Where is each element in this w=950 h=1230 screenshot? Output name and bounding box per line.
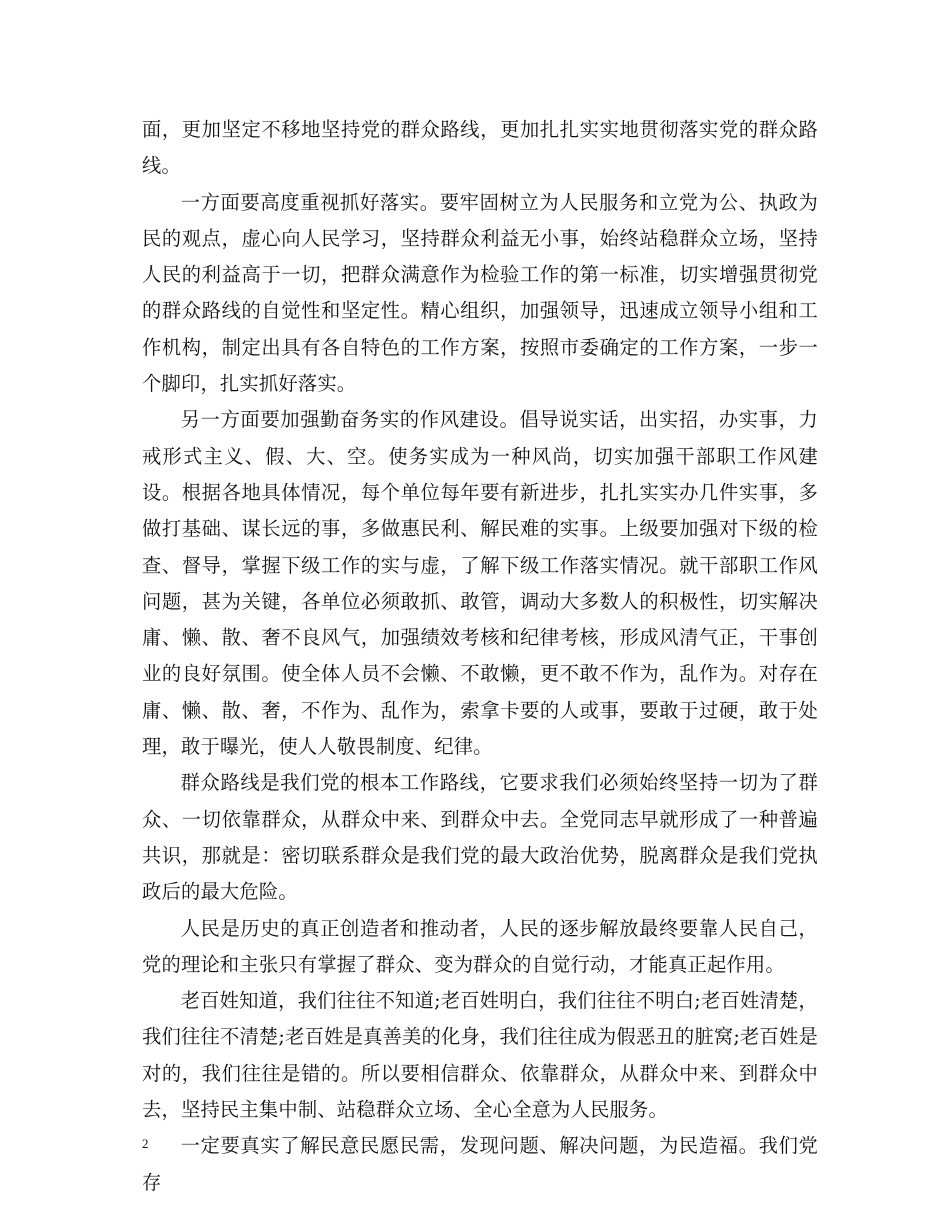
paragraph-common-people: 老百姓知道，我们往往不知道;老百姓明白，我们往往不明白;老百姓清楚，我们往往不清楚;老百姓是真善美的化身，我们往往成为假恶丑的脏窝;老百姓是对的，我们往往是错的。所以要相信群众、依靠群众，从群众中来、到群众中去，坚持民主集中制、站稳群众立场、全心全意为人民服务。 xyxy=(142,989,818,1122)
page-number: 2 xyxy=(142,1136,149,1151)
paragraph-public-will: 一定要真实了解民意民愿民需，发现问题、解决问题，为民造福。我们党存 xyxy=(142,1134,818,1194)
paragraph-mass-line: 群众路线是我们党的根本工作路线，它要求我们必须始终坚持一切为了群众、一切依靠群众，从群众中来、到群众中去。全党同志早就形成了一种普遍共识，那就是：密切联系群众是我们党的最大政治优势，脱离群众是我们党执政后的最大危险。 xyxy=(142,771,818,904)
paragraph-work-style: 另一方面要加强勤奋务实的作风建设。倡导说实话，出实招，办实事，力戒形式主义、假、大、空。使务实成为一种风尚，切实加强干部职工作风建设。根据各地具体情况，每个单位每年要有新进步，扎扎实实办几件实事，多做打基础、谋长远的事，多做惠民利、解民难的实事。上级要加强对下级的检查、督导，掌握下级工作的实与虚，了解下级工作落实情况。就干部职工作风问题，甚为关键，各单位必须敢抓、敢管，调动大多数人的积极性，切实解决庸、懒、散、奢不良风气，加强绩效考核和纪律考核，形成风清气正，干事创业的良好氛围。使全体人员不会懒、不敢懒，更不敢不作为，乱作为。对存在庸、懒、散、奢，不作为、乱作为，索拿卡要的人或事，要敢于过硬，敢于处理，敢于曝光，使人人敬畏制度、纪律。 xyxy=(142,408,818,759)
document-body xyxy=(142,112,818,1201)
paragraph-implementation: 一方面要高度重视抓好落实。要牢固树立为人民服务和立党为公、执政为民的观点，虚心向人民学习，坚持群众利益无小事，始终站稳群众立场，坚持人民的利益高于一切，把群众满意作为检验工作的第一标准，切实增强贯彻党的群众路线的自觉性和坚定性。精心组织，加强领导，迅速成立领导小组和工作机构，制定出具有各自特色的工作方案，按照市委确定的工作方案，一步一个脚印，扎实抓好落实。 xyxy=(142,190,818,396)
paragraph-people-history: 人民是历史的真正创造者和推动者，人民的逐步解放最终要靠人民自己，党的理论和主张只有掌握了群众、变为群众的自觉行动，才能真正起作用。 xyxy=(142,916,818,976)
paragraph-continuation: 面，更加坚定不移地坚持党的群众路线，更加扎扎实实地贯彻落实党的群众路线。 xyxy=(142,118,818,178)
